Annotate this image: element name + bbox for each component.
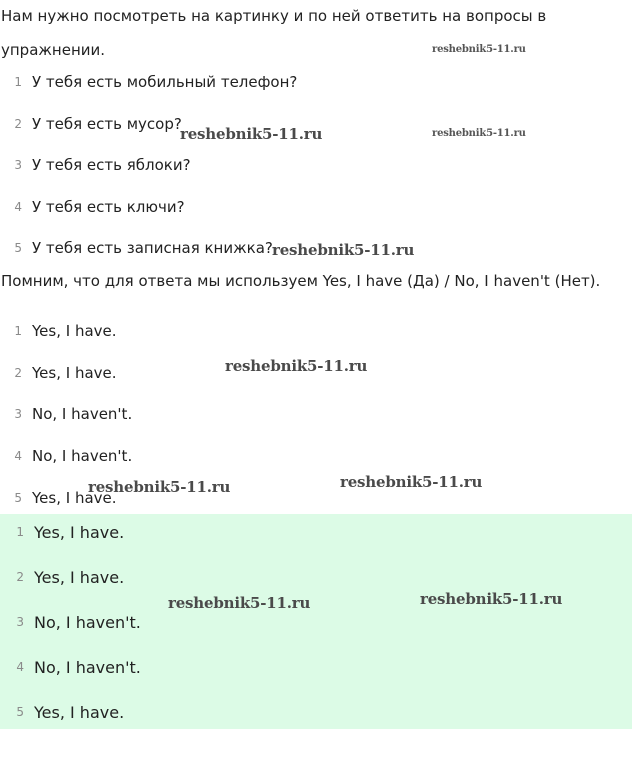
list-item bbox=[2, 612, 141, 632]
item-text: Yes, I have. bbox=[34, 702, 125, 722]
list-item bbox=[2, 522, 124, 542]
item-number: 2 bbox=[16, 570, 24, 584]
list-item bbox=[0, 197, 185, 217]
list-item bbox=[0, 238, 273, 258]
watermark: reshebnik5-11.ru bbox=[225, 357, 368, 375]
item-text: У тебя есть записная книжка? bbox=[32, 239, 273, 257]
item-number: 4 bbox=[14, 449, 22, 463]
item-number: 5 bbox=[14, 241, 22, 255]
answer-note: Помним, что для ответа мы используем Yes, I have (Да) / No, I haven't (Нет). bbox=[1, 272, 601, 290]
list-item bbox=[2, 567, 124, 587]
item-text: No, I haven't. bbox=[34, 612, 141, 632]
item-text: У тебя есть ключи? bbox=[32, 198, 185, 216]
list-item bbox=[0, 321, 117, 341]
item-text: Yes, I have. bbox=[32, 322, 117, 340]
watermark: reshebnik5-11.ru bbox=[272, 241, 415, 259]
item-number: 5 bbox=[16, 705, 24, 719]
list-item bbox=[0, 404, 132, 424]
item-number: 2 bbox=[14, 366, 22, 380]
item-text: Yes, I have. bbox=[34, 522, 125, 542]
item-text: У тебя есть яблоки? bbox=[32, 156, 191, 174]
item-text: Yes, I have. bbox=[32, 489, 117, 507]
list-item bbox=[0, 363, 117, 383]
item-text: У тебя есть мобильный телефон? bbox=[32, 73, 298, 91]
item-number: 1 bbox=[14, 75, 22, 89]
item-number: 3 bbox=[14, 158, 22, 172]
intro-line-2: упражнении. bbox=[1, 41, 106, 59]
item-text: Yes, I have. bbox=[32, 364, 117, 382]
watermark: reshebnik5-11.ru bbox=[340, 473, 483, 491]
watermark: reshebnik5-11.ru bbox=[168, 594, 311, 612]
item-number: 5 bbox=[14, 491, 22, 505]
list-item bbox=[2, 657, 141, 677]
item-number: 3 bbox=[16, 615, 24, 629]
item-text: No, I haven't. bbox=[34, 657, 141, 677]
item-text: No, I haven't. bbox=[32, 447, 133, 465]
item-number: 3 bbox=[14, 407, 22, 421]
item-number: 2 bbox=[14, 117, 22, 131]
watermark: reshebnik5-11.ru bbox=[88, 478, 231, 496]
list-item bbox=[0, 446, 132, 466]
item-text: Yes, I have. bbox=[34, 567, 125, 587]
intro-line-1: Нам нужно посмотреть на картинку и по ней ответить на вопросы в bbox=[1, 7, 547, 25]
item-number: 4 bbox=[14, 200, 22, 214]
item-number: 1 bbox=[16, 525, 24, 539]
item-number: 1 bbox=[14, 324, 22, 338]
watermark: reshebnik5-11.ru bbox=[420, 590, 563, 608]
list-item bbox=[2, 702, 124, 722]
item-text: No, I haven't. bbox=[32, 405, 133, 423]
item-number: 4 bbox=[16, 660, 24, 674]
watermark: reshebnik5-11.ru bbox=[432, 44, 526, 55]
list-item bbox=[0, 114, 182, 134]
item-text: У тебя есть мусор? bbox=[32, 115, 182, 133]
list-item bbox=[0, 72, 297, 92]
final-answer-box bbox=[0, 514, 632, 729]
watermark: reshebnik5-11.ru bbox=[432, 128, 526, 139]
list-item bbox=[0, 155, 191, 175]
watermark: reshebnik5-11.ru bbox=[180, 125, 323, 143]
